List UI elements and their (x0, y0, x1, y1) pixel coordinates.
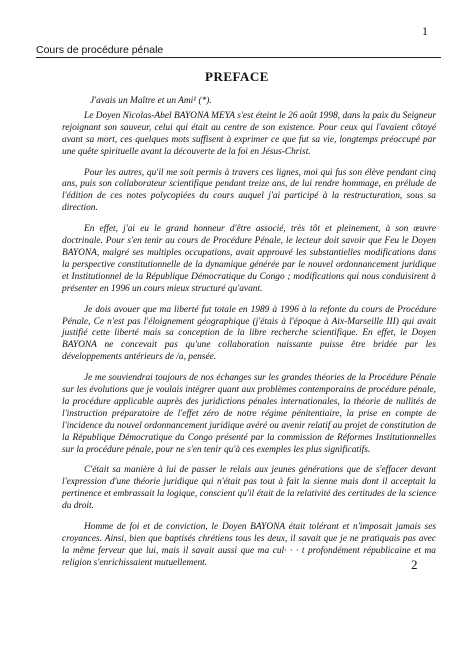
paragraph: Je me souviendrai toujours de nos échanges sur les grandes théories de la Procédure Pénale sur les évolutions que je voulais intégrer quant aux problèmes contemporains de procédure pénale, la procédure applicable auprès des juridictions pénales internationales, la théorie de nullités de l'instruction préparatoire de l'effet zéro de notre régime pénitentiaire, la prise en compte de l'incidence du nouvel ordonnancement juridique avéré ou avenir relatif au projet de constitution de la République Démocratique du Congo présenté par la commission de Réformes Institutionnelles sur la procédure pénale, pour ne s'en tenir qu'à ces exemples les plus significatifs. (62, 373, 436, 455)
page-number: 1 (422, 24, 428, 38)
paragraph: Homme de foi et de conviction, le Doyen BAYONA était tolérant et n'imposait jamais ses croyances. Ainsi, bien que baptisés chrétiens tous les deux, il savait que je ne pratiquais pas avec la même ferveur que lui, mais il savait aussi que ma cul· · · t profondément républicaine et ma religion s'enrichissaient mutuellement. (62, 522, 436, 568)
page-number-overlay: 2 (411, 557, 418, 572)
paragraph: J'avais un Maître et un Ami¹ (*). (90, 96, 212, 106)
paragraph: Le Doyen Nicolas-Abel BAYONA MEYA s'est éteint le 26 août 1998, dans la paix du Seigneur rejoignant son sauveur, celui qui était au centre de son existence. Pour ceux qui l'avaient côtoyé avant sa mort, ces quelques mots suffisent à exprimer ce que fut sa vie, longtemps préoccupé par une quête spirituelle avant la découverte de la foi en Jésus-Christ. (62, 110, 436, 157)
paragraph: Pour les autres, qu'il me soit permis à travers ces lignes, moi qui fus son élève pendant cinq ans, puis son collaborateur scientifique pendant treize ans, de lui rendre hommage, en prélude de l'édition de ces notes polycopiées du cours auquel j'ai participé à la restructuration, sous sa direction. (62, 167, 436, 214)
paragraph: En effet, j'ai eu le grand honneur d'être associé, très tôt et pleinement, à son œuvre doctrinale. Pour s'en tenir au cours de Procédure Pénale, le lecteur doit savoir que Feu le Doyen BAYONA, malgré ses multiples occupations, avait approuvé les substantielles modifications dans la perspective constitutionnelle de la dynamique générée par le nouvel ordonnancement juridique et Institutionnel de la République Démocratique du Congo ; modifications qui nous conduisirent à présenter en 1996 un cours mieux structuré qu'avant. (62, 224, 436, 294)
paragraph: C'était sa manière à lui de passer le relais aux jeunes générations que de s'effacer devant l'expression d'une théorie juridique qui n'était pas tout à fait la sienne mais dont il acceptait la pertinence et embrassait la logique, conscient qu'il était de la relativité des certitudes de la science du droit. (62, 465, 436, 512)
page-title: PREFACE (205, 69, 269, 84)
header-rule (36, 57, 441, 58)
running-header: Cours de procédure pénale (36, 44, 164, 56)
paragraph: Je dois avouer que ma liberté fut totale en 1989 à 1996 à la refonte du cours de Procédure Pénale, Ce n'est pas l'éloignement géographique (j'étais à l'époque à Aix-Marseille III) qui avait justifié cette liberté mais sa conception de la libre recherche scientifique. En effet, le Doyen BAYONA ne concevait pas qu'une collaboration naissante puisse être bridée par les développements antérieurs de /a, pensée. (62, 304, 436, 363)
preface-body (62, 96, 436, 579)
